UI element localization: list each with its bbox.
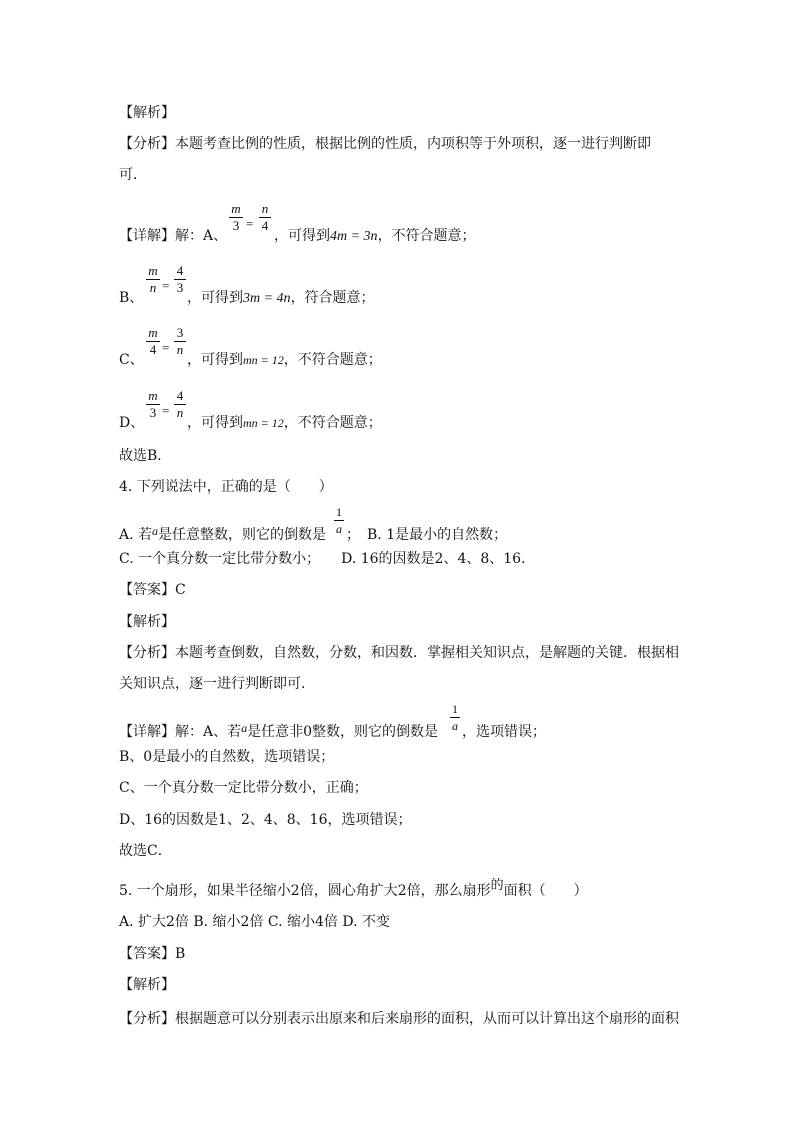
fraction-3-over-n — [174, 326, 186, 357]
text: 是任意整数，则它的倒数是 — [158, 527, 327, 543]
numerator: 1 — [452, 702, 458, 716]
text: 是任意非0整数，则它的倒数是 — [247, 724, 439, 740]
answer-5: 【答案】B — [119, 946, 186, 962]
equation: mn = 12 — [243, 353, 284, 367]
fraction-1-over-a — [334, 505, 344, 536]
line-fenxi-1: 【分析】本题考查比例的性质，根据比例的性质，内项积等于外项积，逐一进行判断即 — [119, 136, 651, 152]
text: ，可得到 — [187, 415, 243, 431]
fraction-4-over-3 — [174, 264, 186, 295]
q5-options: A. 扩大2倍 B. 缩小2倍 C. 缩小4倍 D. 不变 — [119, 914, 391, 930]
guxuan-c: 故选C． — [119, 843, 172, 859]
line-xiangjie-a — [119, 226, 227, 246]
numerator: m — [148, 263, 158, 278]
q4-options-ab — [119, 525, 326, 545]
eq-sign: = — [162, 340, 170, 355]
line-guxuan-b: 故选B． — [119, 448, 172, 464]
numerator: 3 — [176, 325, 184, 340]
variable-a: a — [241, 721, 248, 735]
text: 【详解】解：A、若 — [119, 724, 242, 740]
text: 面积（ ） — [503, 883, 588, 899]
xiangjie-4-a — [119, 722, 438, 742]
text: ，可得到 — [187, 352, 243, 368]
numerator: 4 — [176, 263, 184, 278]
denominator: 3 — [149, 405, 157, 420]
text: ，可得到 — [187, 290, 243, 306]
eq-sign: = — [162, 278, 170, 293]
fraction-m-over-3 — [229, 202, 243, 233]
line-d-prefix: D、 — [119, 415, 145, 431]
line-b-prefix: B、 — [119, 290, 144, 306]
answer-4: 【答案】C — [119, 582, 186, 598]
fraction-m-over-n — [146, 264, 160, 295]
denominator: n — [176, 342, 184, 357]
xiangjie-4-c: C、一个真分数一定比带分数小，正确； — [119, 780, 368, 796]
fenxi-4-line1: 【分析】本题考查倒数，自然数，分数，和因数．掌握相关知识点，是解题的关键．根据相 — [119, 645, 679, 661]
line-jiexi-1: 【解析】 — [119, 105, 175, 121]
text: ，可得到 — [274, 228, 330, 244]
denominator: a — [452, 719, 458, 733]
question-4: 4. 下列说法中，正确的是（ ） — [119, 479, 333, 495]
jiexi-4: 【解析】 — [119, 614, 175, 630]
text: ，符合题意； — [290, 290, 375, 306]
equation: 3m = 4n — [243, 291, 291, 306]
denominator: a — [336, 522, 342, 536]
text-superscript: 的 — [490, 878, 504, 893]
line-b-tail — [187, 288, 375, 309]
text: 【详解】解：A、 — [119, 228, 228, 244]
xiangjie-4-a-tail: ，选项错误； — [462, 724, 546, 740]
eq-sign: = — [246, 216, 254, 231]
numerator: 1 — [336, 505, 342, 519]
line-d-tail — [187, 413, 382, 433]
eq-sign: = — [162, 403, 170, 418]
numerator: m — [148, 325, 158, 340]
denominator: 4 — [261, 218, 269, 233]
denominator: 4 — [149, 342, 157, 357]
q4-options-ab-tail: ； B. 1是最小的自然数； — [346, 527, 508, 543]
line-c-prefix: C、 — [119, 352, 144, 368]
line-c-tail — [187, 350, 382, 370]
text: ，不符合题意； — [377, 228, 476, 244]
fraction-m-over-4 — [146, 326, 160, 357]
equation: mn = 12 — [243, 416, 284, 430]
denominator: n — [176, 405, 184, 420]
text: 5. 一个扇形，如果半径缩小2倍，圆心角扩大2倍，那么扇形 — [119, 883, 491, 899]
variable-a: a — [152, 524, 159, 538]
numerator: m — [231, 201, 241, 216]
text: ，不符合题意； — [283, 352, 382, 368]
text: A. 若 — [119, 527, 153, 543]
xiangjie-4-b: B、0是最小的自然数，选项错误； — [119, 749, 335, 765]
fraction-4-over-n — [174, 389, 186, 420]
fraction-1-over-a-2 — [450, 702, 460, 733]
fenxi-4-line2: 关知识点，逐一进行判断即可． — [119, 676, 315, 692]
q4-options-cd: C. 一个真分数一定比带分数小； D. 16的因数是2、4、8、16． — [119, 551, 536, 567]
denominator: 3 — [176, 280, 184, 295]
line-fenxi-1b: 可． — [119, 167, 147, 183]
question-5 — [119, 878, 588, 902]
numerator: n — [261, 201, 269, 216]
xiangjie-4-d: D、16的因数是1、2、4、8、16，选项错误； — [119, 812, 412, 828]
denominator: 3 — [232, 218, 240, 233]
denominator: n — [149, 280, 157, 295]
numerator: 4 — [176, 388, 184, 403]
numerator: m — [148, 388, 158, 403]
equation: 4m = 3n — [330, 229, 378, 244]
fraction-m-over-3-d — [146, 389, 160, 420]
jiexi-5: 【解析】 — [119, 977, 175, 993]
fenxi-5: 【分析】根据题意可以分别表示出原来和后来扇形的面积，从而可以计算出这个扇形的面积 — [119, 1011, 679, 1027]
line-xiangjie-a-tail — [274, 226, 476, 247]
fraction-n-over-4 — [259, 202, 271, 233]
text: ，不符合题意； — [283, 415, 382, 431]
